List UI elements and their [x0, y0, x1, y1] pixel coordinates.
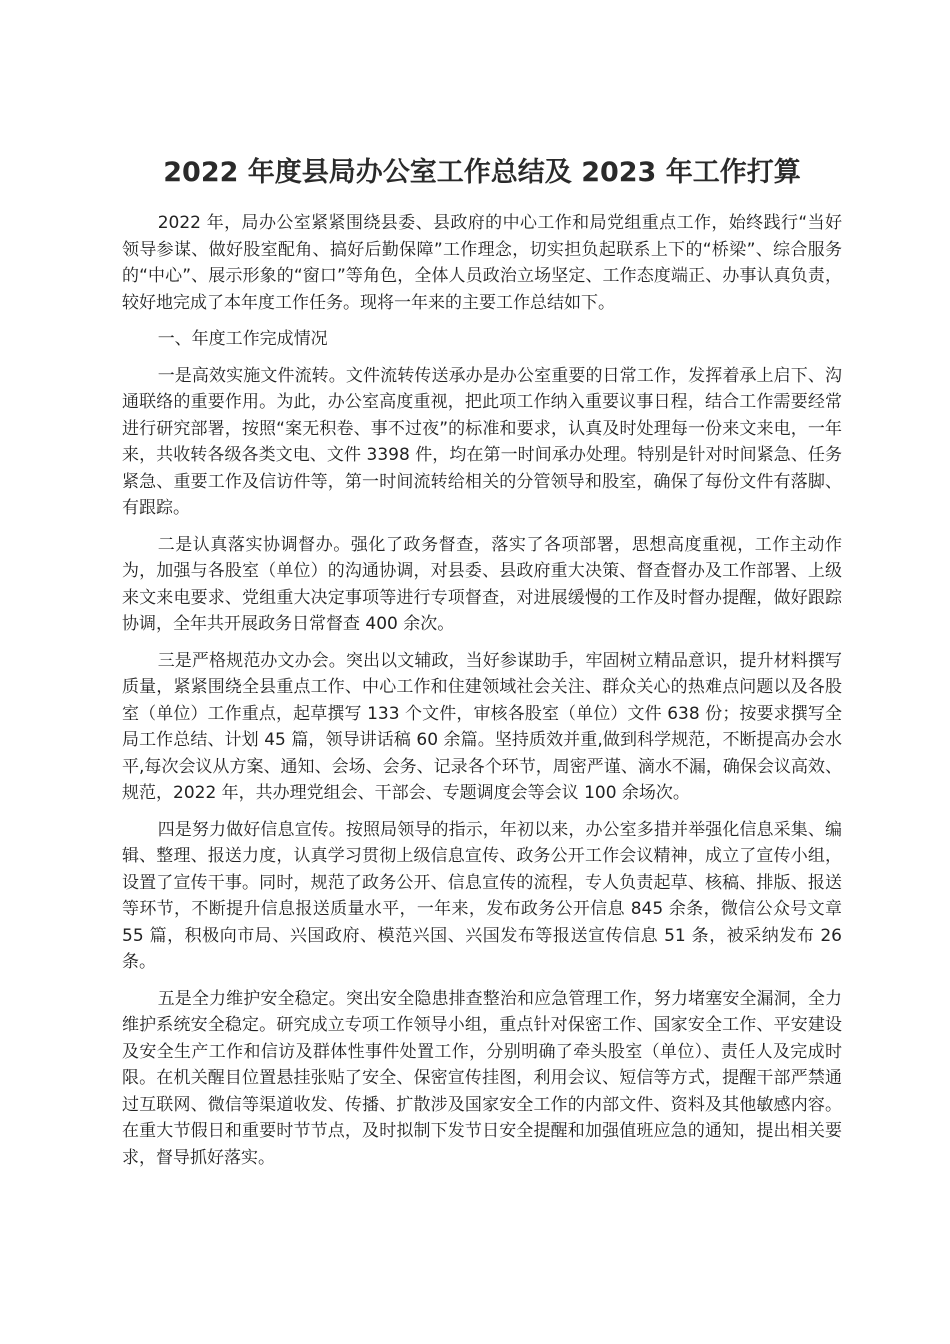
paragraph-coordination: 二是认真落实协调督办。强化了政务督查，落实了各项部署，思想高度重视，工作主动作为，加强与各股室（单位）的沟通协调，对县委、县政府重大决策、督查督办及工作部署、上级来文来电要求、党组重大决定事项等进行专项督查，对进展缓慢的工作及时督办提醒，做好跟踪协调，全年共开展政务日常督查 400 余次。: [122, 534, 842, 634]
paragraph-information-publicity: 四是努力做好信息宣传。按照局领导的指示，年初以来，办公室多措并举强化信息采集、编辑、整理、报送力度，认真学习贯彻上级信息宣传、政务公开工作会议精神，成立了宣传小组，设置了宣传干事。同时，规范了政务公开、信息宣传的流程，专人负责起草、核稿、排版、报送等环节，不断提升信息报送质量水平，一年来，发布政务公开信息 845 余条，微信公众号文章 55 篇，积极向市局、兴国政府、模范兴国、兴国发布等报送宣传信息 51 条，被采纳发布 26 条。: [122, 819, 842, 972]
paragraph-documents-meetings: 三是严格规范办文办会。突出以文辅政，当好参谋助手，牢固树立精品意识，提升材料撰写质量，紧紧围绕全县重点工作、中心工作和住建领域社会关注、群众关心的热难点问题以及各股室（单位）工作重点，起草撰写 133 个文件，审核各股室（单位）文件 638 份；按要求撰写全局工作总结、计划 45 篇，领导讲话稿 60 余篇。坚持质效并重,做到科学规范，不断提高办会水平,每次会议从方案、通知、会场、会务、记录各个环节，周密严谨、滴水不漏，确保会议高效、规范，2022 年，共办理党组会、干部会、专题调度会等会议 100 余场次。: [122, 650, 842, 803]
document-title: 2022 年度县局办公室工作总结及 2023 年工作打算: [163, 157, 801, 188]
intro-paragraph: 2022 年，局办公室紧紧围绕县委、县政府的中心工作和局党组重点工作，始终践行“当好领导参谋、做好股室配角、搞好后勤保障”工作理念，切实担负起联系上下的“桥梁”、综合服务的“中心”、展示形象的“窗口”等角色，全体人员政治立场坚定、工作态度端正、办事认真负责，较好地完成了本年度工作任务。现将一年来的主要工作总结如下。: [122, 213, 842, 313]
section-heading: 一、年度工作完成情况: [157, 329, 328, 349]
paragraph-safety-stability: 五是全力维护安全稳定。突出安全隐患排查整治和应急管理工作，努力堵塞安全漏洞，全力维护系统安全稳定。研究成立专项工作领导小组，重点针对保密工作、国家安全工作、平安建设及安全生产工作和信访及群体性事件处置工作，分别明确了牵头股室（单位）、责任人及完成时限。在机关醒目位置悬挂张贴了安全、保密宣传挂图，利用会议、短信等方式，提醒干部严禁通过互联网、微信等渠道收发、传播、扩散涉及国家安全工作的内部文件、资料及其他敏感内容。在重大节假日和重要时节节点，及时拟制下发节日安全提醒和加强值班应急的通知，提出相关要求，督导抓好落实。: [122, 988, 842, 1168]
paragraph-document-flow: 一是高效实施文件流转。文件流转传送承办是办公室重要的日常工作，发挥着承上启下、沟通联络的重要作用。为此，办公室高度重视，把此项工作纳入重要议事日程，结合工作需要经常进行研究部署，按照“案无积卷、事不过夜”的标准和要求，认真及时处理每一份来文来电，一年来，共收转各级各类文电、文件 3398 件，均在第一时间承办处理。特别是针对时间紧急、任务紧急、重要工作及信访件等，第一时间流转给相关的分管领导和股室，确保了每份文件有落脚、有跟踪。: [122, 365, 842, 518]
document-body: [122, 150, 842, 1181]
